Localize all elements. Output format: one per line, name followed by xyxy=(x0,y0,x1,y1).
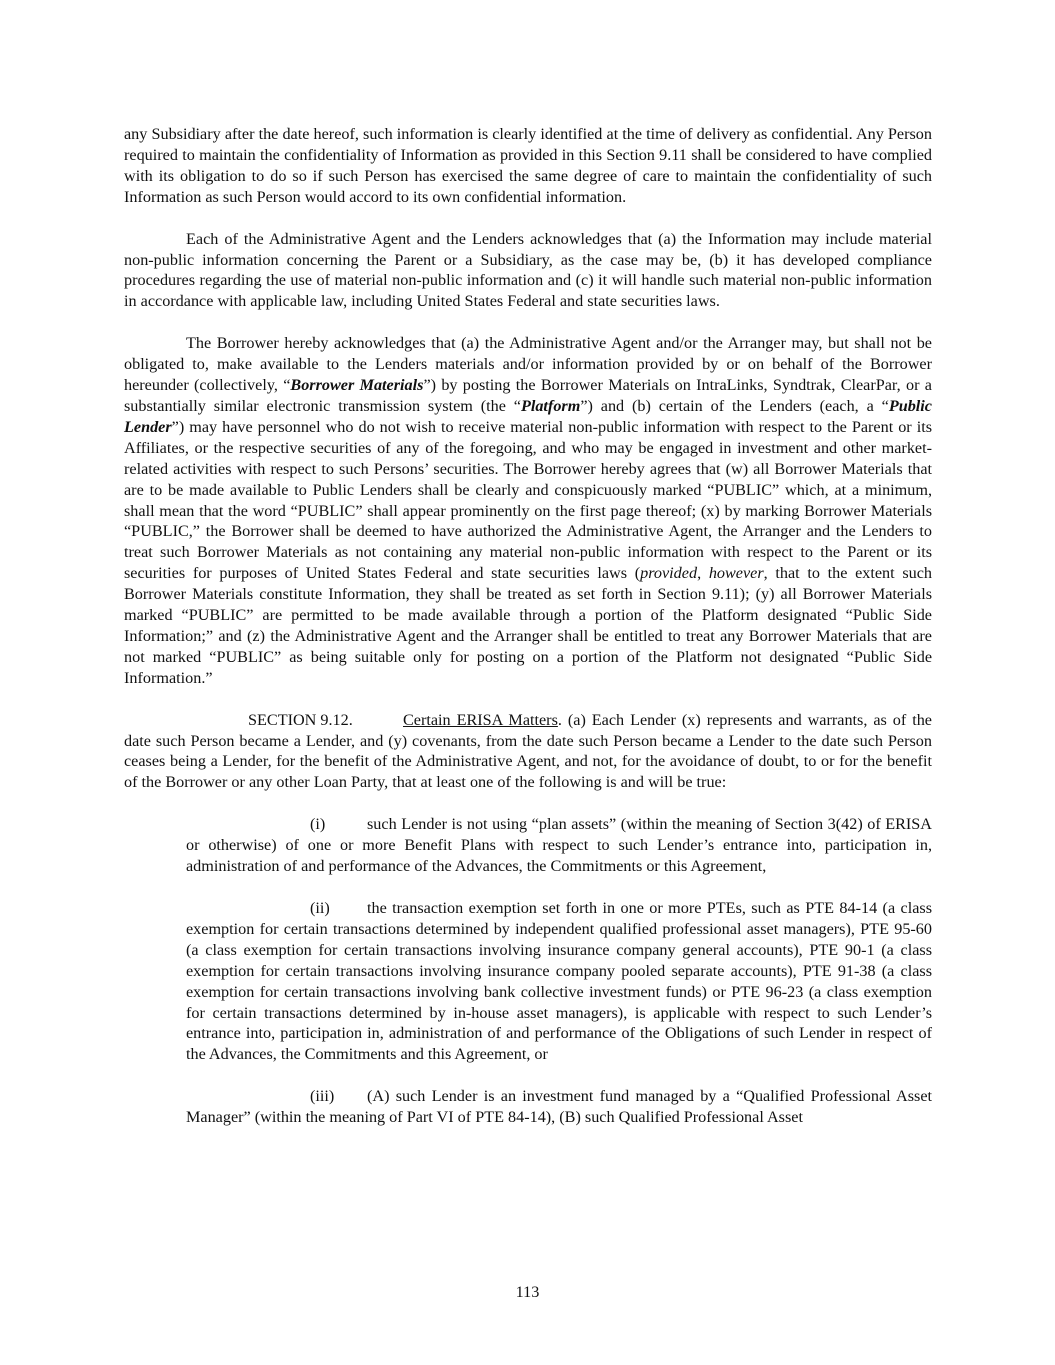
term-platform: Platform xyxy=(520,396,581,415)
page-number: 113 xyxy=(515,1283,540,1301)
section-9-12 xyxy=(124,710,932,794)
list-item-text: the transaction exemption set forth in one or more PTEs, such as PTE 84-14 (a class exemption for certain transactions determined by independent qualified professional asset managers), PTE 95-60 (a class exemption for certain transactions involving insurance company general accounts), PTE 90-1 (a class exemption for certain transactions involving insurance company pooled separate accounts), PTE 91-38 (a class exemption for certain transactions involving bank collective investment funds) or PTE 96-23 (a class exemption for certain transactions determined by in-house asset managers), is applicable with respect to such Lender’s entrance into, participation in, administration of and performance of the Obligations of such Lender in respect of the Advances, the Commitments and this Agreement, or xyxy=(186,899,932,1064)
list-item-text: such Lender is not using “plan assets” (within the meaning of Section 3(42) of ERISA or otherwise) of one or more Benefit Plans with respect to such Lender’s entrance into, participation in, administration of and performance of the Advances, the Commitments or this Agreement, xyxy=(186,815,932,876)
section-heading: Certain ERISA Matters xyxy=(403,710,558,729)
section-text: . (a) Each Lender (x) represents and warrants, as of the date such Person became a Lender, and (y) covenants, from the date such Person became a Lender to the date such Person ceases being a Lender, for the benefit of the Administrative Agent, and not, for the avoidance of doubt, to or for the benefit of the Borrower or any other Loan Party, that at least one of the following is and will be true: xyxy=(124,710,932,792)
p3-text-i: , xyxy=(697,564,709,583)
list-item-i xyxy=(186,814,932,877)
p3-text-k: , that to the extent such Borrower Materials constitute Information, they shall be treated as set forth in Section 9.11); (y) all Borrower Materials marked “PUBLIC” are permitted to be made available through a portion of the Platform designated “Public Side Information;” and (z) the Administrative Agent and the Arranger shall be entitled to treat any Borrower Materials that are not marked “PUBLIC” as being suitable only for posting on a portion of the Platform not designated “Public Side Information.” xyxy=(124,564,933,687)
paragraph-confidentiality-continued: any Subsidiary after the date hereof, such information is clearly identified at the time of delivery as confidential. Any Person required to maintain the confidentiality of Information as provided in this Section 9.11 shall be considered to have complied with its obligation to do so if such Person has exercised the same degree of care to maintain the confidentiality of such Information as such Person would accord to its own confidential information. xyxy=(124,125,932,206)
p3-however: however xyxy=(708,564,764,583)
term-borrower-materials: Borrower Materials xyxy=(290,376,424,395)
p3-text-e: ”) and (b) certain of the Lenders (each, a “ xyxy=(580,396,889,415)
paragraph-borrower-materials xyxy=(124,333,932,688)
list-item-ii xyxy=(186,898,932,1065)
p3-text-g: ”) may have personnel who do not wish to receive material non-public information with respect to the Parent or its Affiliates, or the respective securities of any of the foregoing, and who may be engaged in investment and other market-related activities with respect to such Persons’ securities. The Borrower hereby agrees that (w) all Borrower Materials that are to be made available to Public Lenders shall be clearly and conspicuously marked “PUBLIC” which, at a minimum, shall mean that the word “PUBLIC” shall appear prominently on the first page thereof; (x) by marking Borrower Materials “PUBLIC,” the Borrower shall be deemed to have authorized the Administrative Agent, the Arranger and the Lenders to treat such Borrower Materials as not containing any material non-public information with respect to the Parent or its securities for purposes of United States Federal and state securities laws ( xyxy=(124,417,932,583)
term-public-lender: Public Lender xyxy=(124,396,932,436)
p3-provided: provided xyxy=(640,564,698,583)
document-body xyxy=(124,124,932,1128)
list-item-number: (ii) xyxy=(310,899,330,917)
list-item-iii xyxy=(186,1086,932,1128)
list-item-text: (A) such Lender is an investment fund managed by a “Qualified Professional Asset Manager” (within the meaning of Part VI of PTE 84-14), (B) such Qualified Professional Asset xyxy=(186,1087,932,1127)
p3-text-c: ”) by posting the Borrower Materials on IntraLinks, Syndtrak, ClearPar, or a substantially similar electronic transmission system (the “ xyxy=(124,376,932,415)
p3-text-a: The Borrower hereby acknowledges that (a) the Administrative Agent and/or the Arranger may, but shall not be obligated to, make available to the Lenders materials and/or information provided by or on behalf of the Borrower hereunder (collectively, “ xyxy=(124,334,932,395)
section-label: SECTION 9.12. xyxy=(248,710,353,729)
list-item-number: (iii) xyxy=(310,1087,335,1106)
paragraph-mnpi-acknowledgement: Each of the Administrative Agent and the Lenders acknowledges that (a) the Information may include material non-public information concerning the Parent or a Subsidiary, as the case may be, (b) it has developed compliance procedures regarding the use of material non-public information and (c) it will handle such material non-public information in accordance with applicable law, including United States Federal and state securities laws. xyxy=(124,229,932,311)
list-item-number: (i) xyxy=(310,815,326,834)
